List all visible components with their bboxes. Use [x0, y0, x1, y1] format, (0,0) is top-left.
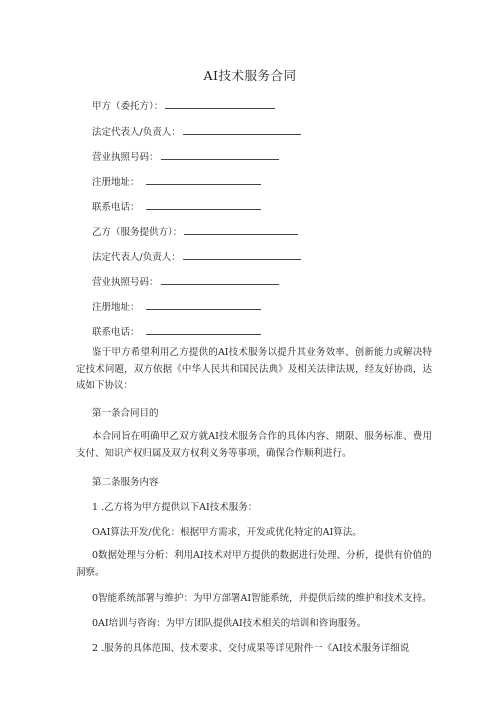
party-b-address-field — [92, 299, 261, 314]
party-b-license-blank[interactable] — [161, 274, 279, 285]
party-a-rep-blank[interactable] — [183, 124, 301, 135]
party-b-address-label: 注册地址： — [92, 302, 140, 313]
party-b-name-field — [92, 224, 298, 239]
party-b-address-blank[interactable] — [146, 299, 261, 310]
article-2-bullet-2: 0数据处理与分析：利用AI技术对甲方提供的数据进行处理、分析，提供有价值的洞察。 — [76, 550, 432, 578]
party-a-phone-field — [92, 199, 261, 214]
party-a-rep-field — [92, 124, 301, 139]
party-b-rep-field — [92, 249, 301, 264]
party-a-address-blank[interactable] — [146, 174, 261, 185]
party-b-rep-blank[interactable] — [183, 249, 301, 260]
party-b-name-label: 乙方（服务提供方）： — [92, 227, 183, 238]
party-b-rep-label: 法定代表人/负责人： — [92, 252, 181, 263]
party-a-name-blank[interactable] — [165, 98, 275, 109]
party-a-license-field — [92, 149, 279, 164]
article-1-body: 本合同旨在明确甲乙双方就AI技术服务合作的具体内容、期限、服务标准、费用支付、知识产权归属及双方权利义务等事项，确保合作顺利进行。 — [76, 431, 432, 459]
party-b-phone-blank[interactable] — [146, 324, 261, 335]
party-a-license-blank[interactable] — [161, 149, 279, 160]
party-a-phone-label: 联系电话： — [92, 202, 140, 213]
party-a-phone-blank[interactable] — [146, 199, 261, 210]
article-1-title: 第一条合同目的 — [92, 408, 159, 419]
article-2-bullet-1: OAI算法开发/优化：根据甲方需求，开发或优化特定的AI算法。 — [92, 527, 362, 538]
party-b-name-blank[interactable] — [184, 224, 298, 235]
party-b-phone-label: 联系电话： — [92, 327, 140, 338]
article-2-item-1: 1 .乙方将为甲方提供以下AI技术服务： — [92, 502, 258, 513]
party-b-phone-field — [92, 324, 261, 339]
article-2-title: 第二条服务内容 — [92, 477, 159, 488]
party-a-license-label: 营业执照号码： — [92, 152, 159, 163]
party-a-name-label: 甲方（委托方）： — [92, 101, 164, 112]
article-2-bullet-3: 0智能系统部署与维护：为甲方部署AI智能系统，并提供后续的维护和技术支持。 — [92, 593, 432, 604]
party-a-address-label: 注册地址： — [92, 177, 140, 188]
preamble-paragraph: 鉴于甲方希望利用乙方提供的AI技术服务以提升其业务效率、创新能力或解决特定技术问题，双方依据《中华人民共和国民法典》及相关法律法规，经友好协商，达成如下协议： — [76, 347, 432, 391]
document-title: AI技术服务合同 — [203, 68, 297, 83]
party-b-license-field — [92, 274, 279, 289]
party-a-rep-label: 法定代表人/负责人： — [92, 127, 181, 138]
party-a-address-field — [92, 174, 261, 189]
article-2-bullet-4: 0AI培训与咨询：为甲方团队提供AI技术相关的培训和咨询服务。 — [92, 618, 367, 629]
party-b-license-label: 营业执照号码： — [92, 277, 159, 288]
party-a-name-field — [92, 98, 275, 113]
article-2-item-2: 2 .服务的具体范围、技术要求、交付成果等详见附件一《AI技术服务详细说 — [92, 643, 410, 654]
